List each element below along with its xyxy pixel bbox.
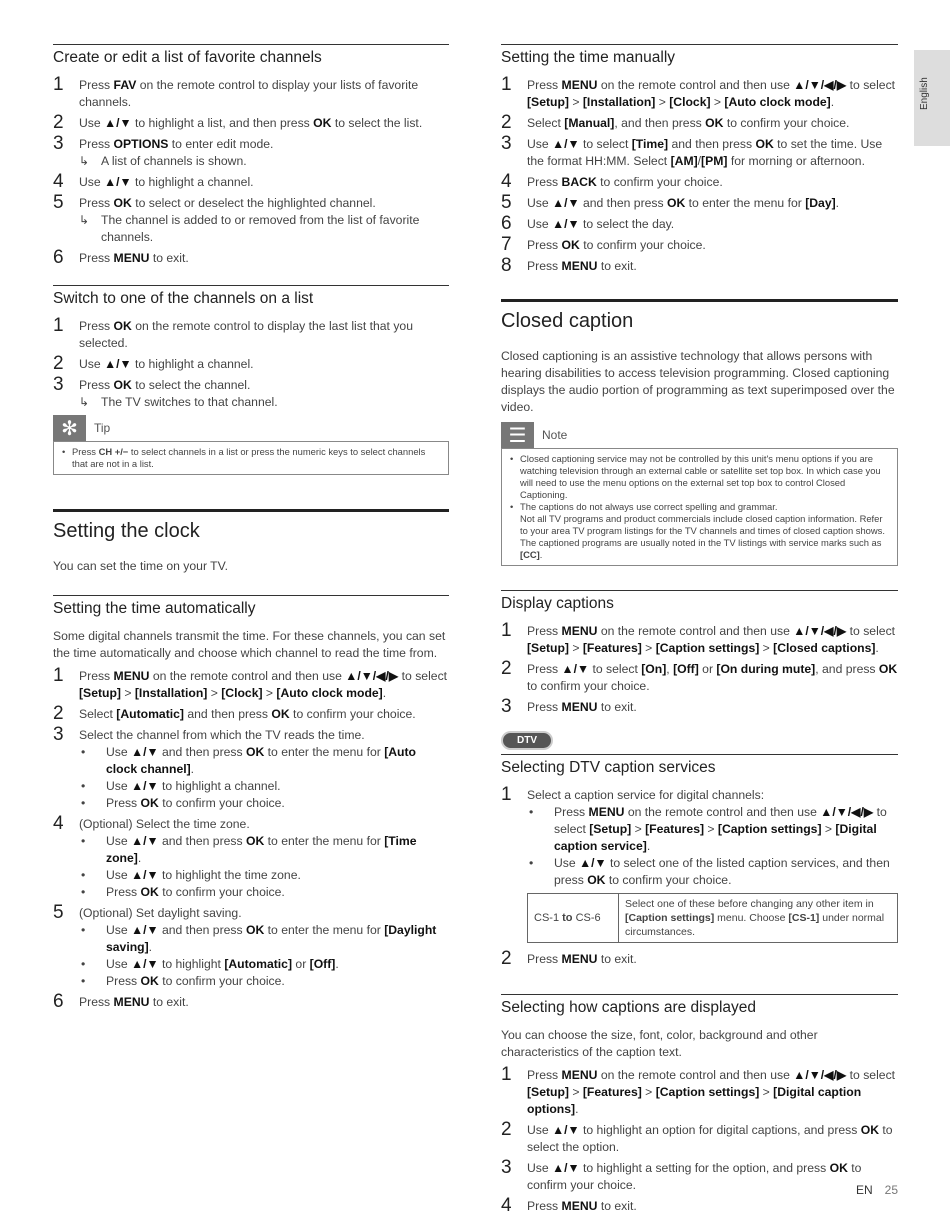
step-4: 4 Press BACK to confirm your choice. bbox=[501, 171, 723, 192]
step-6: 6 Press MENU to exit. bbox=[53, 991, 189, 1012]
left-column bbox=[53, 44, 449, 1015]
rich-text: Select [Automatic] and then press OK to confirm your choice. bbox=[79, 707, 416, 721]
step-4: 4 (Optional) Select the time zone. • Use ▲/▼ and then press OK to enter the menu for [Time zone]. • Use ▲/▼ to highlight the time zone. • Press OK to confirm your choice. bbox=[53, 816, 449, 901]
step-2: 2 Use ▲/▼ to highlight a list, and then press OK to select the list. bbox=[53, 112, 423, 133]
tip-box bbox=[53, 441, 449, 475]
step-1: 1 Select a caption service for digital channels: • Press MENU on the remote control and then use ▲/▼/◀/▶ to select [Setup] > [Features] > [Caption settings] > [Digital caption service]. • Use ▲/▼ to select one of the listed caption services, and then press OK to confirm your choice. bbox=[501, 787, 898, 889]
section-title: Setting the time manually bbox=[501, 44, 898, 67]
section-title: Switch to one of the channels on a list bbox=[53, 285, 449, 308]
rich-text: Press MENU to exit. bbox=[79, 995, 189, 1009]
step-4: 4 Press MENU to exit. bbox=[501, 1195, 637, 1216]
step-6: 6 Use ▲/▼ to select the day. bbox=[501, 213, 675, 234]
step-1: 1 Press OK on the remote control to display the last list that you selected. bbox=[53, 315, 413, 350]
step-3: 3 Press OPTIONS to enter edit mode. ↳ A list of channels is shown. bbox=[53, 136, 449, 170]
rich-text: Press MENU on the remote control and then use ▲/▼/◀/▶ to select [Setup] > [Installation] > [Clock] > [Auto clock mode]. bbox=[79, 669, 448, 700]
step-1: 1 Press MENU on the remote control and then use ▲/▼/◀/▶ to select [Setup] > [Features] > [Caption settings] > [Closed captions]. bbox=[501, 620, 896, 655]
note-header bbox=[501, 422, 898, 448]
rich-text: • Press OK to confirm your choice. bbox=[79, 973, 449, 990]
rich-text: Press MENU on the remote control and then use ▲/▼/◀/▶ to select [Setup] > [Installation] > [Clock] > [Auto clock mode]. bbox=[527, 78, 896, 109]
rich-text: Press OK to select the channel. bbox=[79, 378, 251, 392]
rich-text: • Use ▲/▼ and then press OK to enter the menu for [Time zone]. bbox=[79, 833, 449, 867]
step-2: 2 Press MENU to exit. bbox=[501, 948, 637, 969]
rich-text: • Press MENU on the remote control and then use ▲/▼/◀/▶ to select [Setup] > [Features] > [Caption settings] > [Digital caption service]. bbox=[527, 804, 898, 855]
step-6: 6 Press MENU to exit. bbox=[53, 247, 189, 268]
result-arrow-icon: ↳ bbox=[79, 395, 90, 409]
rich-text: • Use ▲/▼ to highlight [Automatic] or [Off]. bbox=[79, 956, 449, 973]
page-number: 25 bbox=[884, 1183, 898, 1197]
section-title: Display captions bbox=[501, 590, 898, 613]
step-8: 8 Press MENU to exit. bbox=[501, 255, 637, 276]
rich-text: • Press CH +/− to select channels in a list or press the numeric keys to select channels that are not in a list. bbox=[62, 446, 440, 470]
intro-text: Closed captioning is an assistive technology that allows persons with hearing disabilities to access television programming. Closed captioning displays the audio portion of programming as text superimposed over the video. bbox=[501, 349, 895, 414]
step-2: 2 Press ▲/▼ to select [On], [Off] or [On during mute], and press OK to confirm your choice. bbox=[501, 658, 898, 693]
rich-text: Press MENU to exit. bbox=[527, 700, 637, 714]
step-1: 1 Press MENU on the remote control and then use ▲/▼/◀/▶ to select [Setup] > [Features] > [Caption settings] > [Digital caption options]. bbox=[501, 1064, 896, 1116]
rich-text: Press ▲/▼ to select [On], [Off] or [On during mute], and press OK to confirm your choice. bbox=[527, 662, 898, 693]
result-arrow-icon: ↳ bbox=[79, 154, 90, 168]
language-label: English bbox=[919, 77, 930, 110]
tip-icon: ✻ bbox=[53, 415, 86, 441]
note-icon: ☰ bbox=[501, 422, 534, 448]
tip-label: Tip bbox=[94, 421, 111, 435]
tip-header bbox=[53, 415, 449, 441]
rich-text: • Press OK to confirm your choice. bbox=[79, 795, 449, 812]
table-value: Select one of these before changing any other item in [Caption settings] menu. Choose [CS-1] under normal circumstances. bbox=[619, 894, 898, 943]
step-2: 2 Use ▲/▼ to highlight an option for digital captions, and press OK to select the option. bbox=[501, 1119, 893, 1154]
caption-service-table bbox=[527, 893, 898, 943]
step-5: 5 Press OK to select or deselect the highlighted channel. ↳ The channel is added to or removed from the list of favorite channels. bbox=[53, 195, 449, 246]
step-3: 3 Select the channel from which the TV reads the time. • Use ▲/▼ and then press OK to enter the menu for [Auto clock channel]. • Use ▲/▼ to highlight a channel. • Press OK to confirm your choice. bbox=[53, 727, 449, 812]
rich-text: Press MENU to exit. bbox=[527, 259, 637, 273]
rich-text: Use ▲/▼ to highlight a channel. bbox=[79, 175, 254, 189]
footer-lang: EN bbox=[855, 1183, 873, 1197]
step-5: 5 (Optional) Set daylight saving. • Use ▲/▼ and then press OK to enter the menu for [Daylight saving]. • Use ▲/▼ to highlight [Automatic] or [Off]. • Press OK to confirm your choice. bbox=[53, 905, 449, 990]
step-5: 5 Use ▲/▼ and then press OK to enter the menu for [Day]. bbox=[501, 192, 840, 213]
intro-text: You can set the time on your TV. bbox=[53, 559, 229, 573]
rich-text: • Use ▲/▼ to highlight a channel. bbox=[79, 778, 449, 795]
rich-text: Press MENU to exit. bbox=[79, 251, 189, 265]
rich-text: Use ▲/▼ to highlight a channel. bbox=[79, 357, 254, 371]
rich-text: Press OK on the remote control to display the last list that you selected. bbox=[79, 319, 413, 350]
section-title: Selecting DTV caption services bbox=[501, 754, 898, 777]
rich-text: Press OK to confirm your choice. bbox=[527, 238, 706, 252]
rich-text: • Use ▲/▼ to select one of the listed caption services, and then press OK to confirm your choice. bbox=[527, 855, 898, 889]
section-title: Selecting how captions are displayed bbox=[501, 994, 898, 1017]
step-3: 3 Use ▲/▼ to highlight a setting for the option, and press OK to confirm your choice. bbox=[501, 1157, 862, 1192]
rich-text: • Press OK to confirm your choice. bbox=[79, 884, 449, 901]
step-7: 7 Press OK to confirm your choice. bbox=[501, 234, 706, 255]
intro-text: Some digital channels transmit the time. For these channels, you can set the time automatically and choose which channel to read the time from. bbox=[53, 629, 446, 660]
rich-text: Use ▲/▼ to highlight an option for digital captions, and press OK to select the option. bbox=[527, 1123, 893, 1154]
result-arrow-icon: ↳ bbox=[79, 213, 90, 227]
step-result: ↳ The TV switches to that channel. bbox=[79, 395, 278, 409]
step-2: 2 Select [Manual], and then press OK to confirm your choice. bbox=[501, 112, 850, 133]
rich-text: Use ▲/▼ to highlight a setting for the option, and press OK to confirm your choice. bbox=[527, 1161, 862, 1192]
section-title: Setting the time automatically bbox=[53, 595, 449, 618]
step-result: ↳ A list of channels is shown. bbox=[79, 154, 247, 168]
rich-text: Press MENU to exit. bbox=[527, 1199, 637, 1213]
page-footer bbox=[856, 1183, 898, 1197]
rich-text: Press OK to select or deselect the highlighted channel. bbox=[79, 196, 376, 210]
language-tab bbox=[914, 50, 950, 146]
step-3: 3 Use ▲/▼ to select [Time] and then press OK to set the time. Use the format HH:MM. Select [AM]/[PM] for morning or afternoon. bbox=[501, 133, 883, 168]
step-3: 3 Press OK to select the channel. ↳ The TV switches to that channel. bbox=[53, 377, 449, 411]
table-key: CS-1 to CS-6 bbox=[528, 894, 619, 943]
rich-text: Press FAV on the remote control to display your lists of favorite channels. bbox=[79, 78, 419, 109]
rich-text: Press MENU on the remote control and then use ▲/▼/◀/▶ to select [Setup] > [Features] > [Caption settings] > [Digital caption options]. bbox=[527, 1068, 896, 1116]
step-3: 3 Press MENU to exit. bbox=[501, 696, 637, 717]
rich-text: Press MENU to exit. bbox=[527, 952, 637, 966]
dtv-badge: DTV bbox=[501, 731, 553, 750]
step-1: 1 Press MENU on the remote control and then use ▲/▼/◀/▶ to select [Setup] > [Installation] > [Clock] > [Auto clock mode]. bbox=[53, 665, 448, 700]
step-2: 2 Use ▲/▼ to highlight a channel. bbox=[53, 353, 254, 374]
section-title: Create or edit a list of favorite channels bbox=[53, 44, 449, 67]
intro-text: You can choose the size, font, color, background and other characteristics of the caption text. bbox=[501, 1028, 818, 1059]
rich-text: • Use ▲/▼ and then press OK to enter the menu for [Auto clock channel]. bbox=[79, 744, 449, 778]
step-1: 1 Press MENU on the remote control and then use ▲/▼/◀/▶ to select [Setup] > [Installation] > [Clock] > [Auto clock mode]. bbox=[501, 74, 896, 109]
rich-text: Press MENU on the remote control and then use ▲/▼/◀/▶ to select [Setup] > [Features] > [Caption settings] > [Closed captions]. bbox=[527, 624, 896, 655]
rich-text: Press BACK to confirm your choice. bbox=[527, 175, 723, 189]
chapter-title: Closed caption bbox=[501, 299, 898, 334]
rich-text: Not all TV programs and product commercials include closed caption information. Refer to your area TV program listings for the TV channels and times of closed caption shows. The captioned programs are usually noted in the TV listings with service marks such as [CC]. bbox=[520, 513, 885, 560]
rich-text: Use ▲/▼ and then press OK to enter the menu for [Day]. bbox=[527, 196, 840, 210]
rich-text: Use ▲/▼ to select the day. bbox=[527, 217, 675, 231]
rich-text: • Use ▲/▼ and then press OK to enter the menu for [Daylight saving]. bbox=[79, 922, 449, 956]
step-1: 1 Press FAV on the remote control to display your lists of favorite channels. bbox=[53, 74, 419, 109]
right-column bbox=[501, 44, 898, 1219]
rich-text: • Use ▲/▼ to highlight the time zone. bbox=[79, 867, 449, 884]
note-box: • Closed captioning service may not be controlled by this unit's menu options if you are watching television through an external cable or satellite set top box. In which case you will need to use the menu options on the external set top box to control Closed Captioning. • The captions do not always use correct spelling and grammar. Not all TV programs and product commercials include closed caption information. Refer to your area TV program listings for the TV channels and times of closed caption shows. The captioned programs are usually noted in the TV listings with service marks such as [CC]. bbox=[501, 448, 898, 566]
step-result: ↳ The channel is added to or removed from the list of favorite channels. bbox=[79, 213, 420, 244]
step-2: 2 Select [Automatic] and then press OK to confirm your choice. bbox=[53, 703, 416, 724]
rich-text: Use ▲/▼ to highlight a list, and then press OK to select the list. bbox=[79, 116, 423, 130]
rich-text: Press OPTIONS to enter edit mode. bbox=[79, 137, 274, 151]
chapter-title: Setting the clock bbox=[53, 509, 449, 544]
note-label: Note bbox=[542, 428, 568, 442]
step-4: 4 Use ▲/▼ to highlight a channel. bbox=[53, 171, 254, 192]
rich-text: Select [Manual], and then press OK to confirm your choice. bbox=[527, 116, 850, 130]
rich-text: Use ▲/▼ to select [Time] and then press OK to set the time. Use the format HH:MM. Select [AM]/[PM] for morning or afternoon. bbox=[527, 137, 883, 168]
